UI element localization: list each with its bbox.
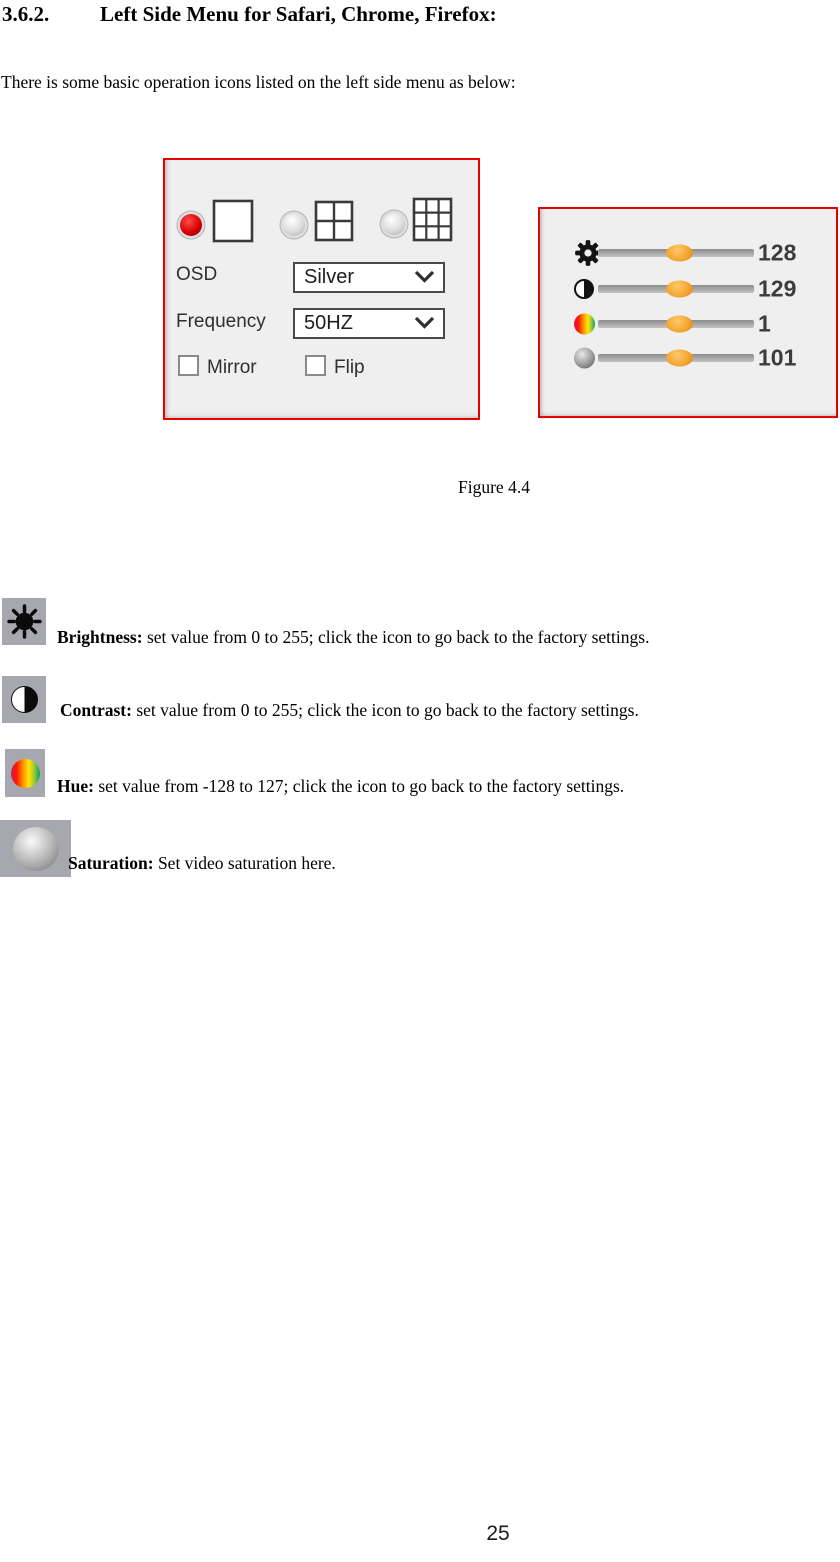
brightness-description: Brightness: set value from 0 to 255; click the icon to go back to the factory settings. [57, 627, 650, 647]
intro-text: There is some basic operation icons listed on the left side menu as below: [1, 72, 516, 92]
quad-view-radio[interactable] [283, 214, 305, 236]
single-view-icon[interactable] [212, 199, 254, 243]
hue-term: Hue: [57, 776, 94, 796]
saturation-slider-thumb[interactable] [666, 350, 693, 367]
section-title: Left Side Menu for Safari, Chrome, Firefox: [100, 2, 497, 26]
hue-icon [5, 749, 45, 797]
flip-label: Flip [334, 357, 365, 378]
saturation-slider-row [540, 344, 836, 372]
flip-checkbox[interactable] [305, 355, 326, 376]
saturation-description: Saturation: Set video saturation here. [68, 853, 336, 873]
nine-grid-view-icon[interactable] [412, 197, 453, 242]
frequency-selected-value: 50HZ [304, 312, 353, 334]
hue-value: 1 [758, 310, 771, 337]
image-adjust-panel [538, 207, 838, 418]
mirror-label: Mirror [207, 357, 257, 378]
contrast-icon[interactable] [574, 279, 594, 299]
brightness-term: Brightness: [57, 627, 143, 647]
brightness-slider-track[interactable] [598, 249, 754, 257]
quad-view-icon[interactable] [314, 200, 354, 242]
figure-caption: Figure 4.4 [458, 477, 530, 497]
mirror-checkbox[interactable] [178, 355, 199, 376]
section-number: 3.6.2. [2, 2, 50, 26]
contrast-term: Contrast: [60, 700, 132, 720]
display-settings-panel [163, 158, 480, 420]
contrast-icon [2, 676, 46, 723]
chevron-down-icon [414, 266, 435, 289]
contrast-value: 129 [758, 275, 797, 302]
saturation-slider-track[interactable] [598, 354, 754, 362]
single-view-radio[interactable] [180, 214, 202, 236]
saturation-icon [0, 820, 71, 877]
saturation-term: Saturation: [68, 853, 154, 873]
hue-slider-track[interactable] [598, 320, 754, 328]
frequency-select[interactable] [293, 308, 445, 339]
osd-select[interactable] [293, 262, 445, 293]
brightness-value: 128 [758, 239, 797, 266]
hue-icon[interactable] [574, 314, 595, 335]
section-heading [2, 2, 497, 27]
contrast-slider-track[interactable] [598, 285, 754, 293]
chevron-down-icon [414, 312, 435, 335]
contrast-slider-row [540, 275, 836, 303]
contrast-description: Contrast: set value from 0 to 255; click the icon to go back to the factory settings. [60, 700, 639, 720]
osd-label: OSD [176, 264, 218, 285]
page-number: 25 [486, 1522, 510, 1545]
hue-description: Hue: set value from -128 to 127; click the icon to go back to the factory settings. [57, 776, 625, 796]
osd-selected-value: Silver [304, 266, 355, 288]
brightness-icon [2, 598, 46, 645]
hue-slider-thumb[interactable] [666, 316, 693, 333]
hue-slider-row [540, 310, 836, 338]
frequency-label: Frequency [176, 311, 266, 332]
brightness-slider-row [540, 239, 836, 267]
saturation-icon[interactable] [574, 348, 595, 369]
saturation-value: 101 [758, 344, 797, 371]
nine-grid-view-radio[interactable] [383, 213, 405, 235]
contrast-slider-thumb[interactable] [666, 281, 693, 298]
brightness-slider-thumb[interactable] [666, 245, 693, 262]
